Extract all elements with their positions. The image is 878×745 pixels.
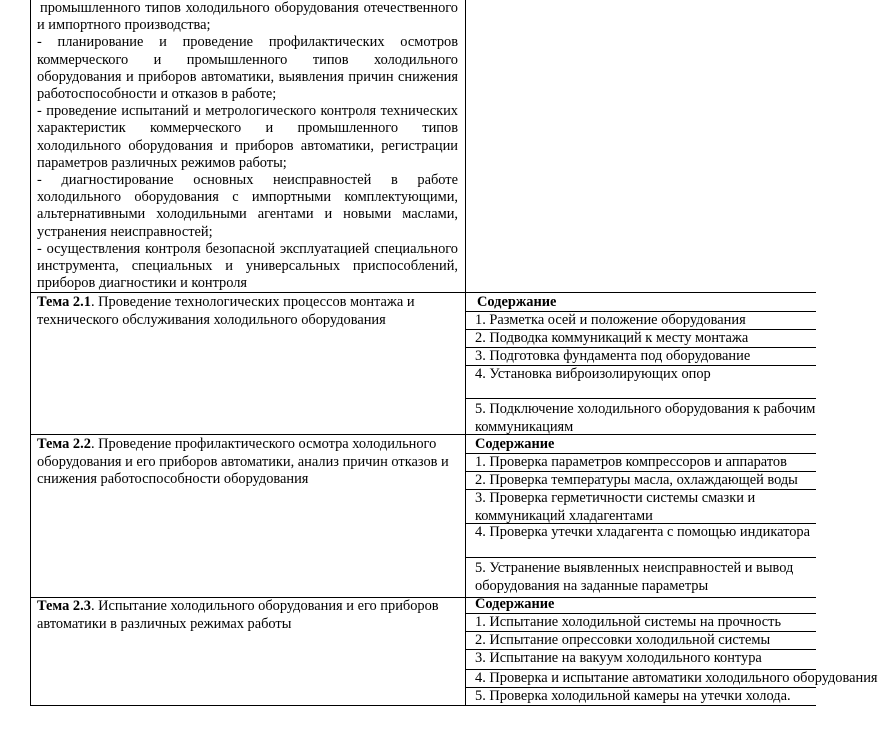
list-item: - диагностирование основных неисправностей в работе холодильного оборудования с импортными комплектующими, альтернативными холодильными агентами и новыми маслами, устранения неисправностей; [37, 172, 458, 240]
content-item: 4. Проверка утечки хладагента с помощью индикатора [475, 524, 810, 540]
content-item: 4. Установка виброизолирующих опор [475, 366, 711, 382]
list-item: промышленного типов холодильного оборудования отечественного и импортного производства; [37, 0, 458, 34]
topic-title [37, 598, 462, 633]
item-divider [465, 557, 816, 558]
topic-title [37, 436, 462, 489]
column-divider [465, 0, 466, 706]
content-item: 1. Разметка осей и положение оборудования [475, 312, 746, 328]
content-item: 1. Проверка параметров компрессоров и аппаратов [475, 454, 787, 470]
topic-name: . Испытание холодильного оборудования и его приборов автоматики в различных режимах работы [37, 598, 439, 632]
item-divider [465, 398, 816, 399]
list-item: - проведение испытаний и метрологического контроля технических характеристик коммерческого и промышленного типов холодильного оборудования и приборов автоматики, регистрации параметров различных режимов работы; [37, 103, 458, 171]
topic-number: Тема 2.3 [37, 598, 91, 614]
competency-list [37, 0, 458, 292]
content-item: 3. Проверка герметичности системы смазки и коммуникаций хладагентами [475, 490, 756, 524]
topic-name: . Проведение технологических процессов монтажа и технического обслуживания холодильного оборудования [37, 294, 415, 328]
topic-number: Тема 2.1 [37, 294, 91, 310]
content-item: 2. Испытание опрессовки холодильной системы [475, 632, 771, 648]
list-item: - осуществления контроля безопасной эксплуатацией специального инструмента, специальных и универсальных приспособлений, приборов диагностики и контроля [37, 240, 458, 292]
content-item: 2. Проверка температуры масла, охлаждающей воды [475, 472, 798, 488]
topic-name: . Проведение профилактического осмотра холодильного оборудования и его приборов автоматики, анализ причин отказов и снижения работоспособности оборудования [37, 436, 449, 488]
topic-number: Тема 2.2 [37, 436, 91, 452]
content-heading: Содержание [477, 294, 557, 310]
content-heading: Содержание [475, 436, 555, 452]
content-item: 5. Подключение холодильного оборудования к рабочим коммуникациям [475, 401, 816, 435]
content-item: 4. Проверка и испытание автоматики холодильного оборудования [475, 670, 878, 686]
content-item: 5. Проверка холодильной камеры на утечки холода. [475, 688, 791, 704]
content-item: 3. Испытание на вакуум холодильного контура [475, 650, 762, 666]
content-item: 2. Подводка коммуникаций к месту монтажа [475, 330, 749, 346]
content-item: 5. Устранение выявленных неисправностей и вывод оборудования на заданные параметры [475, 560, 794, 594]
content-item: 1. Испытание холодильной системы на прочность [475, 614, 782, 630]
content-heading: Содержание [475, 596, 555, 612]
list-item: - планирование и проведение профилактических осмотров коммерческого и промышленного типов холодильного оборудования и приборов автоматики, выявления причин снижения работоспособности и отказов в работе; [37, 34, 458, 103]
topic-title [37, 294, 462, 329]
table-left-border [30, 0, 31, 706]
content-item: 3. Подготовка фундамента под оборудование [475, 348, 751, 364]
